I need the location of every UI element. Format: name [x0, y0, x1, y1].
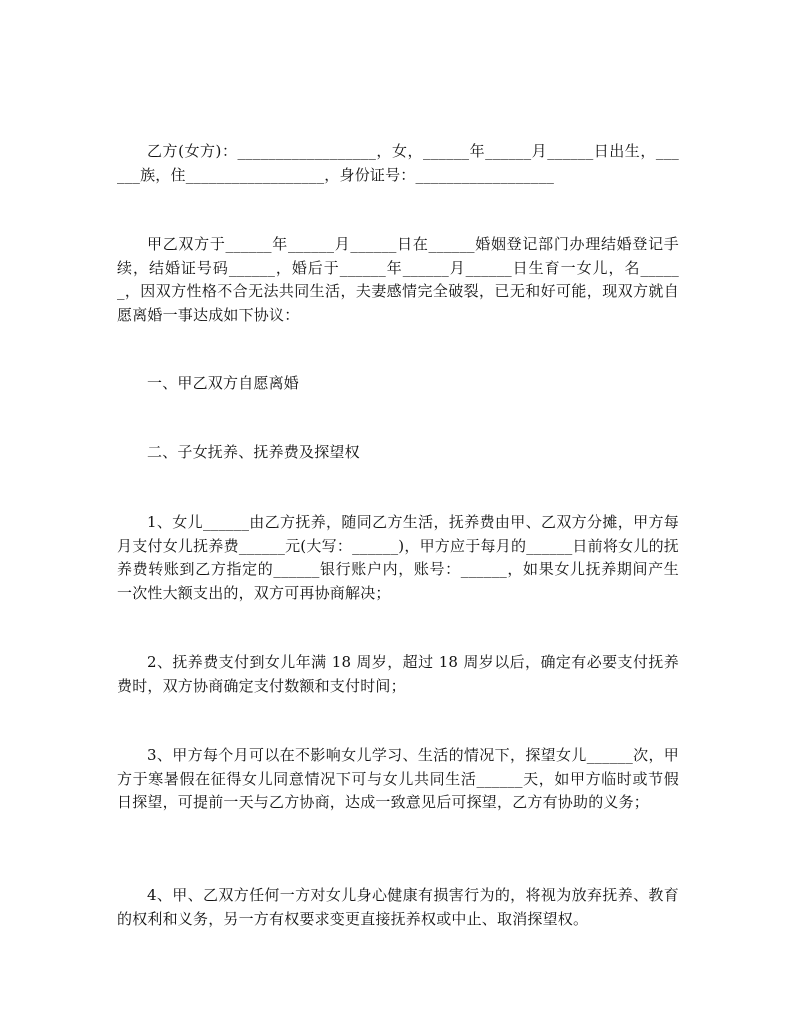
section-heading-divorce: 一、甲乙双方自愿离婚: [147, 374, 300, 392]
party-b-info-paragraph: 乙方(女方)：__________________，女，______年______月______日出生，______族，住__________________，身份证号：__________________: [117, 142, 679, 184]
custody-item-2-paragraph: 2、抚养费支付到女儿年满 18 周岁，超过 18 周岁以后，确定有必要支付抚养费时，双方协商确定支付数额和支付时间；: [117, 653, 679, 695]
custody-item-1-paragraph: 1、女儿______由乙方抚养，随同乙方生活，抚养费由甲、乙双方分摊，甲方每月支付女儿抚养费______元(大写：______)，甲方应于每月的______日前将女儿的抚养费转账到乙方指定的______银行账户内，账号：______，如果女儿抚养期间产生一次性大额支出的，双方可再协商解决；: [117, 513, 679, 602]
section-heading-custody: 二、子女抚养、抚养费及探望权: [147, 443, 360, 461]
custody-item-4-paragraph: 4、甲、乙双方任何一方对女儿身心健康有损害行为的，将视为放弃抚养、教育的权利和义务，另一方有权要求变更直接抚养权或中止、取消探望权。: [117, 886, 679, 928]
marriage-info-paragraph: 甲乙双方于______年______月______日在______婚姻登记部门办理结婚登记手续，结婚证号码______，婚后于______年______月______日生育一女儿，名______，因双方性格不合无法共同生活，夫妻感情完全破裂，已无和好可能，现双方就自愿离婚一事达成如下协议：: [117, 235, 679, 324]
custody-item-3-paragraph: 3、甲方每个月可以在不影响女儿学习、生活的情况下，探望女儿______次，甲方于寒暑假在征得女儿同意情况下可与女儿共同生活______天，如甲方临时或节假日探望，可提前一天与乙方协商，达成一致意见后可探望，乙方有协助的义务；: [117, 746, 679, 811]
